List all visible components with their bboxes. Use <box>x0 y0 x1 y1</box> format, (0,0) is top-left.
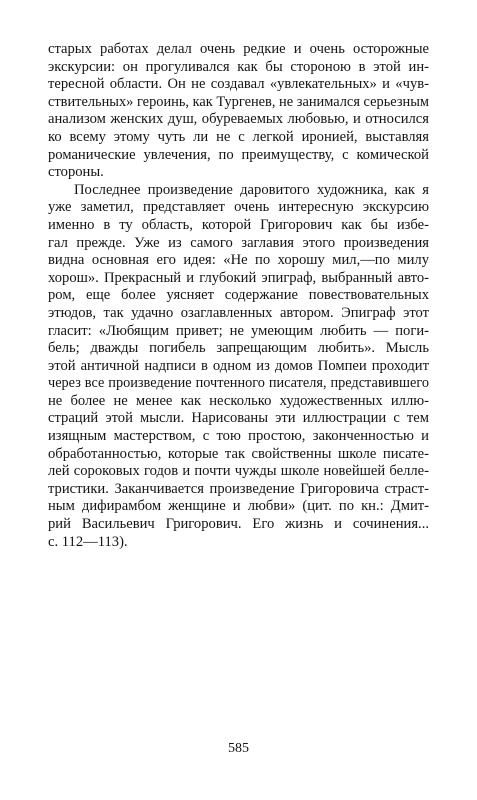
text-line: тристики. Заканчивается произведение Григоровича страст- <box>48 480 429 497</box>
text-line: обработанностью, которые так свойственны школе писате- <box>48 445 429 462</box>
text-line: старых работах делал очень редкие и очень осторожные <box>48 41 429 57</box>
text-line: гал прежде. Уже из самого заглавия этого произведения <box>48 234 429 251</box>
text-line: этюдов, так удачно озаглавленных автором. Эпиграф этот <box>48 304 429 321</box>
page-number: 585 <box>228 741 249 756</box>
text-line: уже заметил, представляет очень интересную экскурсию <box>48 199 429 216</box>
text-line: ко всему этому чуть ли не с легкой иронией, выставляя <box>48 128 429 145</box>
text-line: с. 112—113). <box>48 533 128 550</box>
text-line: ным дифирамбом женщине и любви» (цит. по кн.: Дмит- <box>48 498 429 515</box>
text-line: экскурсии: он прогуливался как бы стороною в этой ин- <box>48 58 429 75</box>
text-line: видна основная его идея: «Не по хорошу мил,—по милу <box>48 252 429 269</box>
text-line: ствительных» героинь, как Тургенев, не занимался серьезным <box>48 93 429 110</box>
text-line: не более не менее как несколько художественных иллю- <box>48 392 429 409</box>
text-line: гласит: «Любящим привет; не умеющим любить — поги- <box>48 322 429 339</box>
body-text <box>48 41 429 551</box>
text-line: через все произведение почтенного писателя, представившего <box>48 375 429 392</box>
paragraph-1 <box>48 41 429 182</box>
text-line: Последнее произведение даровитого художника, как я <box>74 181 429 198</box>
paragraph-2 <box>48 182 429 551</box>
text-line: тересной области. Он не создавал «увлекательных» и «чув- <box>48 76 429 93</box>
text-line: этой античной надписи в одном из домов Помпеи проходит <box>48 357 429 374</box>
text-line: романические увлечения, по преимуществу, с комической <box>48 146 429 163</box>
text-line: анализом женских душ, обуреваемых любовью, и относился <box>48 111 429 128</box>
text-line: страций этой мысли. Нарисованы эти иллюстрации с тем <box>48 410 429 427</box>
text-line: хорош». Прекрасный и глубокий эпиграф, выбранный авто- <box>48 269 429 286</box>
text-line: рий Васильевич Григорович. Его жизнь и сочинения... <box>48 516 429 533</box>
text-line: изящным мастерством, с тою простою, законченностью и <box>48 428 429 445</box>
text-line: именно в ту область, которой Григорович как бы избе- <box>48 216 429 233</box>
text-line: ром, еще более уясняет содержание повествовательных <box>48 287 429 304</box>
text-line: стороны. <box>48 164 104 181</box>
text-line: лей сороковых годов и почти чужды школе новейшей белле- <box>48 463 429 480</box>
text-line: бель; дважды погибель запрещающим любить». Мысль <box>48 340 429 357</box>
